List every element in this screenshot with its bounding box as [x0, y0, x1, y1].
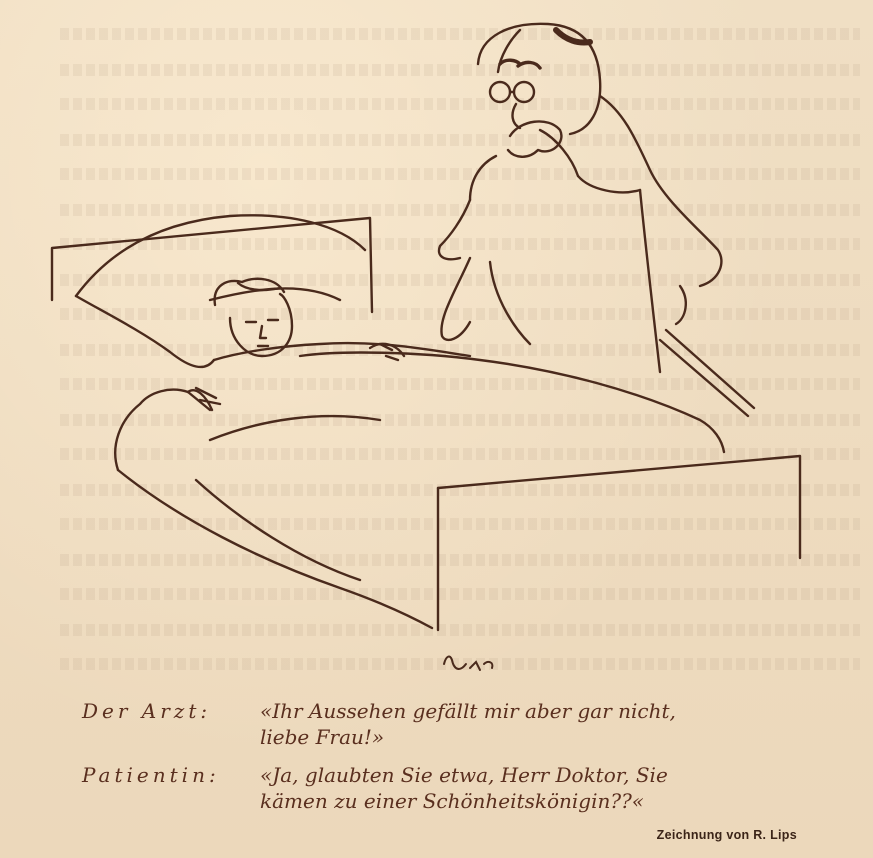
doctor-figure — [439, 24, 754, 416]
speaker-doctor: Der Arzt: — [82, 699, 212, 723]
patient-head — [215, 279, 292, 356]
patient-quote-line-2: kämen zu einer Schönheitskönigin??« — [260, 789, 645, 813]
dialogue-line-doctor — [82, 698, 842, 750]
blanket — [115, 343, 724, 628]
doctor-quote-line-2: liebe Frau!» — [260, 725, 385, 749]
bed-footboard — [438, 456, 800, 630]
doctor-quote-line-1: «Ihr Aussehen gefällt mir aber gar nicht, — [260, 699, 676, 723]
dialogue-line-patient — [82, 762, 842, 814]
cartoon-caption — [82, 698, 842, 814]
speaker-patient: Patientin: — [82, 763, 220, 787]
illustration-credit: Zeichnung von R. Lips — [656, 828, 797, 842]
bed-headboard — [52, 218, 372, 312]
patient-quote-line-1: «Ja, glaubten Sie etwa, Herr Doktor, Sie — [260, 763, 668, 787]
